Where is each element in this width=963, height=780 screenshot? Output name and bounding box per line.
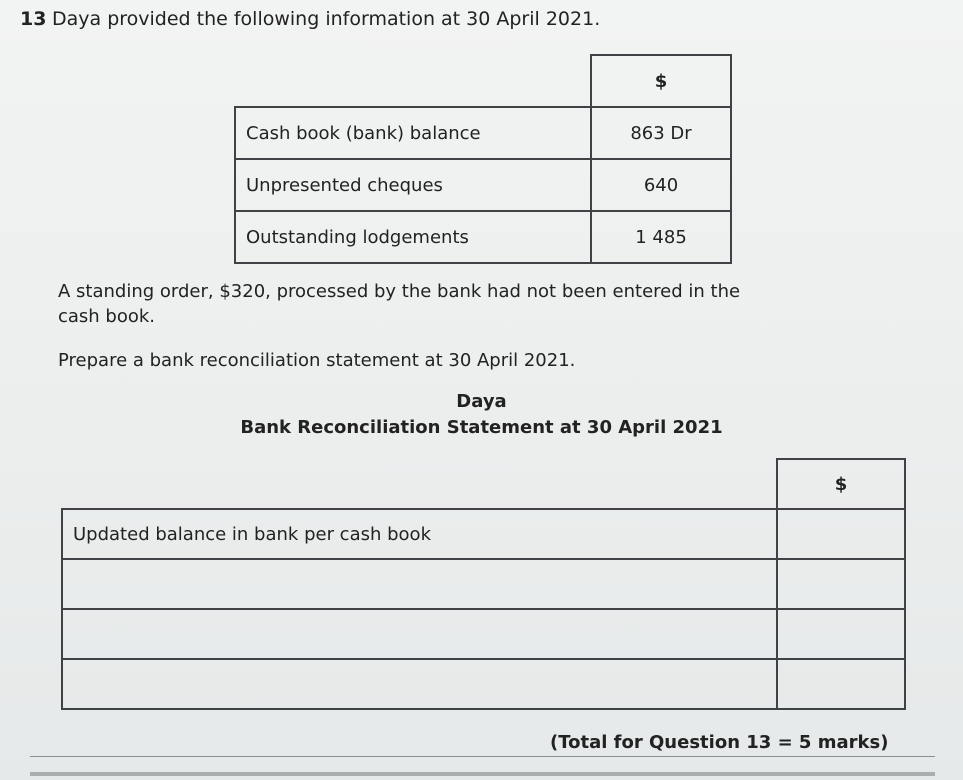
info-table [234,54,732,264]
recon-answer-label-cell[interactable] [62,659,777,709]
table-row [62,609,905,659]
recon-answer-cell[interactable] [777,559,905,609]
recon-header-row [62,459,905,509]
recon-answer-label-cell[interactable] [62,609,777,659]
standing-order-text-line1: A standing order, $320, processed by the bank had not been entered in the [58,281,741,302]
recon-answer-cell[interactable] [777,659,905,709]
table-row [235,211,731,263]
info-label-outstanding-lodgements: Outstanding lodgements [235,211,591,263]
recon-answer-label-cell[interactable] [62,559,777,609]
reconciliation-table [61,458,906,710]
info-label-unpresented-cheques: Unpresented cheques [235,159,591,211]
standing-order-text-line2: cash book. [58,306,156,327]
table-row [235,107,731,159]
info-label-cash-book-balance: Cash book (bank) balance [235,107,591,159]
info-table-blank-cell [235,55,591,107]
total-marks: (Total for Question 13 = 5 marks) [550,732,889,753]
table-row [62,659,905,709]
table-row [235,159,731,211]
bottom-divider [30,772,935,776]
question-intro: Daya provided the following information at 30 April 2021. [52,8,601,30]
table-row [62,559,905,609]
recon-blank-cell [62,459,777,509]
recon-currency-header: $ [777,459,905,509]
info-value-cash-book-balance: 863 Dr [591,107,731,159]
recon-answer-cell[interactable] [777,609,905,659]
info-value-outstanding-lodgements: 1 485 [591,211,731,263]
instruction-text: Prepare a bank reconciliation statement at 30 April 2021. [58,350,576,371]
statement-title: Bank Reconciliation Statement at 30 April 2021 [240,417,723,438]
business-name: Daya [456,391,507,412]
question-number: 13 [20,8,47,30]
recon-answer-cell[interactable] [777,509,905,559]
divider-line [30,756,935,757]
info-table-header-row [235,55,731,107]
table-row [62,509,905,559]
recon-label-updated-balance: Updated balance in bank per cash book [62,509,777,559]
info-currency-header: $ [591,55,731,107]
info-value-unpresented-cheques: 640 [591,159,731,211]
